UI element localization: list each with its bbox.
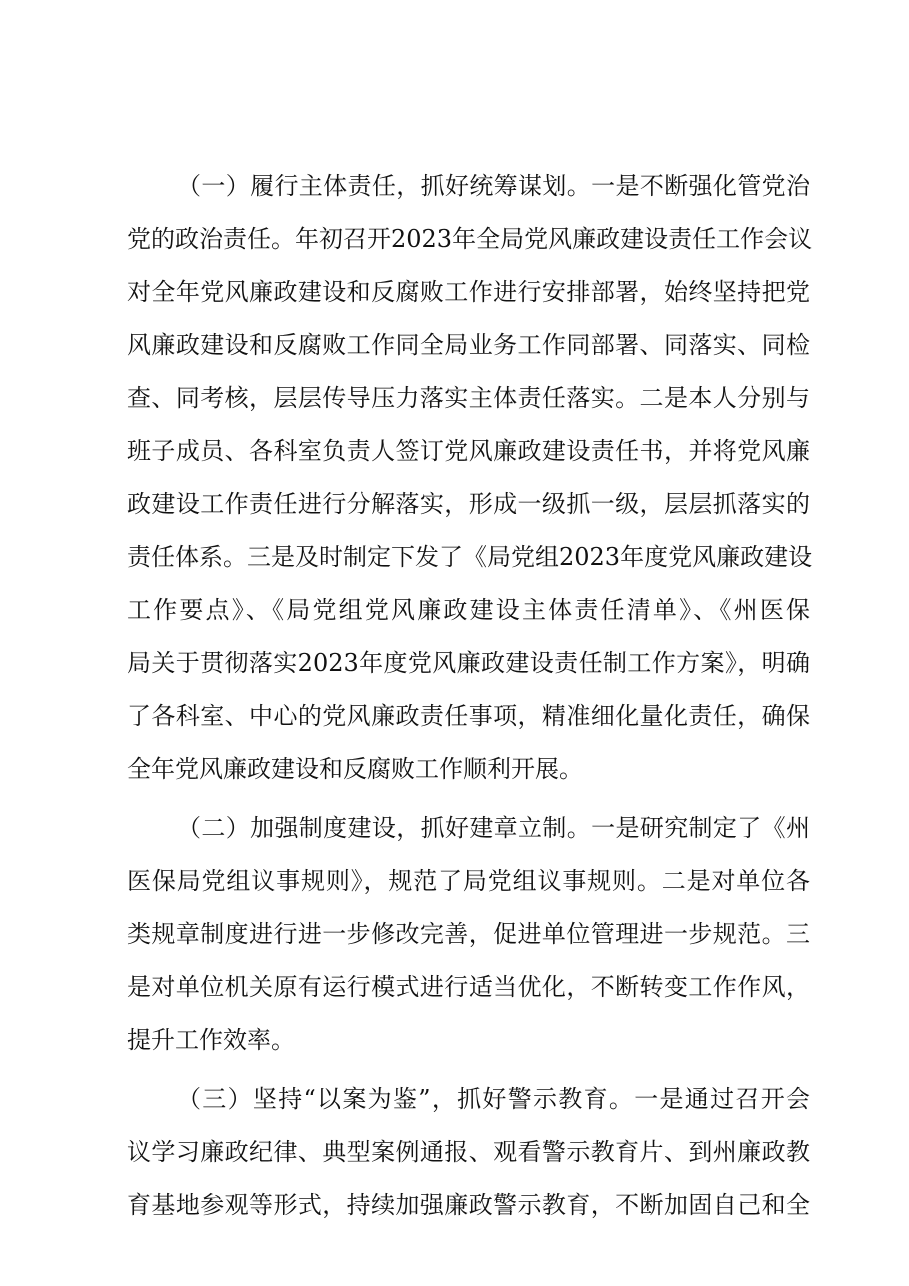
paragraph-line: 查、同考核，层层传导压力落实主体责任落实。二是本人分别与 (127, 384, 810, 412)
paragraph-line: （一）履行主体责任，抓好统筹谋划。一是不断强化管党治 (177, 172, 810, 200)
paragraph-line: 医保局党组议事规则》，规范了局党组议事规则。二是对单位各 (127, 867, 810, 895)
paragraph-line: 工作要点》、《局党组党风廉政建设主体责任清单》、《州医保 (127, 596, 810, 624)
paragraph-line: 是对单位机关原有运行模式进行适当优化，不断转变工作作风， (127, 973, 810, 1001)
paragraph-line: 全年党风廉政建设和反腐败工作顺利开展。 (127, 755, 583, 783)
paragraph-line: 提升工作效率。 (127, 1026, 295, 1054)
paragraph-2 (127, 802, 810, 1067)
paragraph-line: （二）加强制度建设，抓好建章立制。一是研究制定了《州 (177, 814, 810, 842)
paragraph-line: 风廉政建设和反腐败工作同全局业务工作同部署、同落实、同检 (127, 331, 810, 359)
paragraph-line: 党的政治责任。年初召开2023年全局党风廉政建设责任工作会议 (127, 225, 813, 253)
paragraph-line: 班子成员、各科室负责人签订党风廉政建设责任书，并将党风廉 (127, 437, 810, 465)
paragraph-1 (127, 160, 813, 796)
paragraph-line: 议学习廉政纪律、典型案例通报、观看警示教育片、到州廉政教 (127, 1138, 810, 1166)
paragraph-line: 类规章制度进行进一步修改完善，促进单位管理进一步规范。三 (127, 920, 810, 948)
paragraph-3 (127, 1073, 810, 1232)
paragraph-line: （三）坚持“以案为鉴”，抓好警示教育。一是通过召开会 (177, 1085, 810, 1113)
document-body (127, 160, 813, 1232)
paragraph-line: 对全年党风廉政建设和反腐败工作进行安排部署，始终坚持把党 (127, 278, 810, 306)
paragraph-line: 责任体系。三是及时制定下发了《局党组2023年度党风廉政建设 (127, 543, 813, 571)
paragraph-line: 局关于贯彻落实2023年度党风廉政建设责任制工作方案》，明确 (127, 649, 810, 677)
paragraph-line: 育基地参观等形式，持续加强廉政警示教育，不断加固自己和全 (127, 1191, 810, 1219)
paragraph-line: 了各科室、中心的党风廉政责任事项，精准细化量化责任，确保 (127, 702, 810, 730)
paragraph-line: 政建设工作责任进行分解落实，形成一级抓一级，层层抓落实的 (127, 490, 810, 518)
